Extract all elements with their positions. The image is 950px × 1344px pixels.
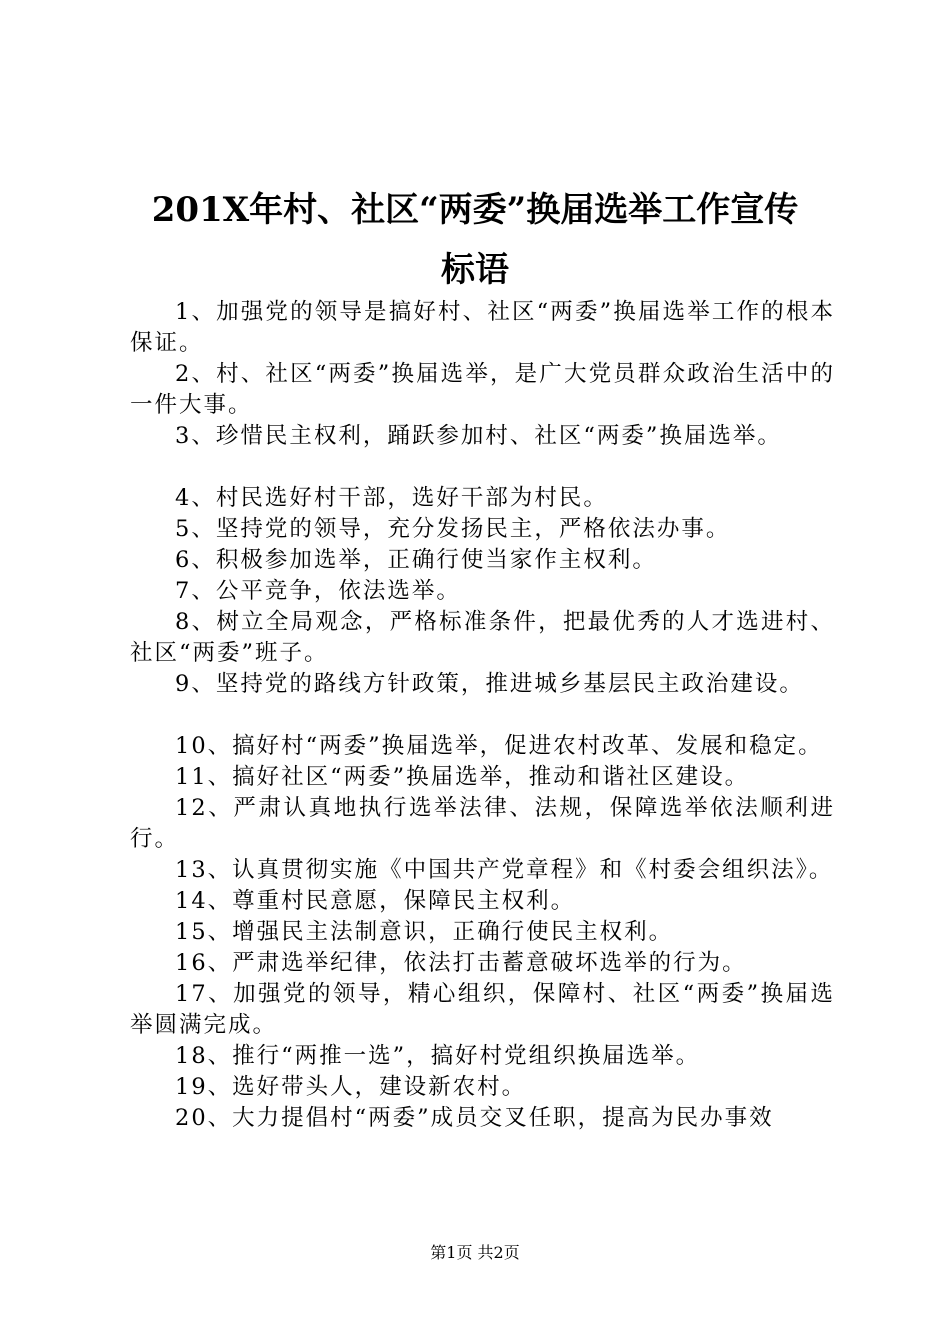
- list-item: 20、大力提倡村“两委”成员交叉任职，提高为民办事效: [175, 1105, 774, 1131]
- list-item: 8、树立全局观念，严格标准条件，把最优秀的人才选进村、社区“两委”班子。: [130, 609, 835, 666]
- list-item: 12、严肃认真地执行选举法律、法规，保障选举依法顺利进行。: [130, 795, 835, 852]
- list-item: 15、增强民主法制意识，正确行使民主权利。: [175, 919, 674, 945]
- slogan-list: [130, 297, 835, 1134]
- list-item: 6、积极参加选举，正确行使当家作主权利。: [175, 547, 657, 573]
- list-item: 1、加强党的领导是搞好村、社区“两委”换届选举工作的根本保证。: [130, 299, 835, 356]
- list-item: 4、村民选好村干部，选好干部为村民。: [175, 485, 608, 511]
- list-item: 14、尊重村民意愿，保障民主权利。: [175, 888, 576, 914]
- list-item: 3、珍惜民主权利，踊跃参加村、社区“两委”换届选举。: [175, 423, 782, 449]
- list-item: 13、认真贯彻实施《中国共产党章程》和《村委会组织法》。: [175, 857, 834, 883]
- list-item: 11、搞好社区“两委”换届选举，推动和谐社区建设。: [175, 764, 750, 790]
- list-item: 5、坚持党的领导，充分发扬民主，严格依法办事。: [175, 516, 731, 542]
- list-item: 7、公平竞争，依法选举。: [175, 578, 461, 604]
- document-title-line2: 标语: [441, 250, 509, 290]
- list-item: 18、推行“两推一选”，搞好村党组织换届选举。: [175, 1043, 701, 1069]
- list-item: 19、选好带头人，建设新农村。: [175, 1074, 527, 1100]
- list-item: 9、坚持党的路线方针政策，推进城乡基层民主政治建设。: [175, 671, 804, 697]
- list-item: 17、加强党的领导，精心组织，保障村、社区“两委”换届选举圆满完成。: [130, 981, 835, 1038]
- list-item: 16、严肃选举纪律，依法打击蓄意破坏选举的行为。: [175, 950, 747, 976]
- page-footer: 第1页 共2页: [430, 1243, 520, 1262]
- list-item: 2、村、社区“两委”换届选举，是广大党员群众政治生活中的一件大事。: [130, 361, 835, 418]
- document-title-line1: 201X年村、社区“两委”换届选举工作宣传: [151, 190, 799, 230]
- list-item: 10、搞好村“两委”换届选举，促进农村改革、发展和稳定。: [175, 733, 823, 759]
